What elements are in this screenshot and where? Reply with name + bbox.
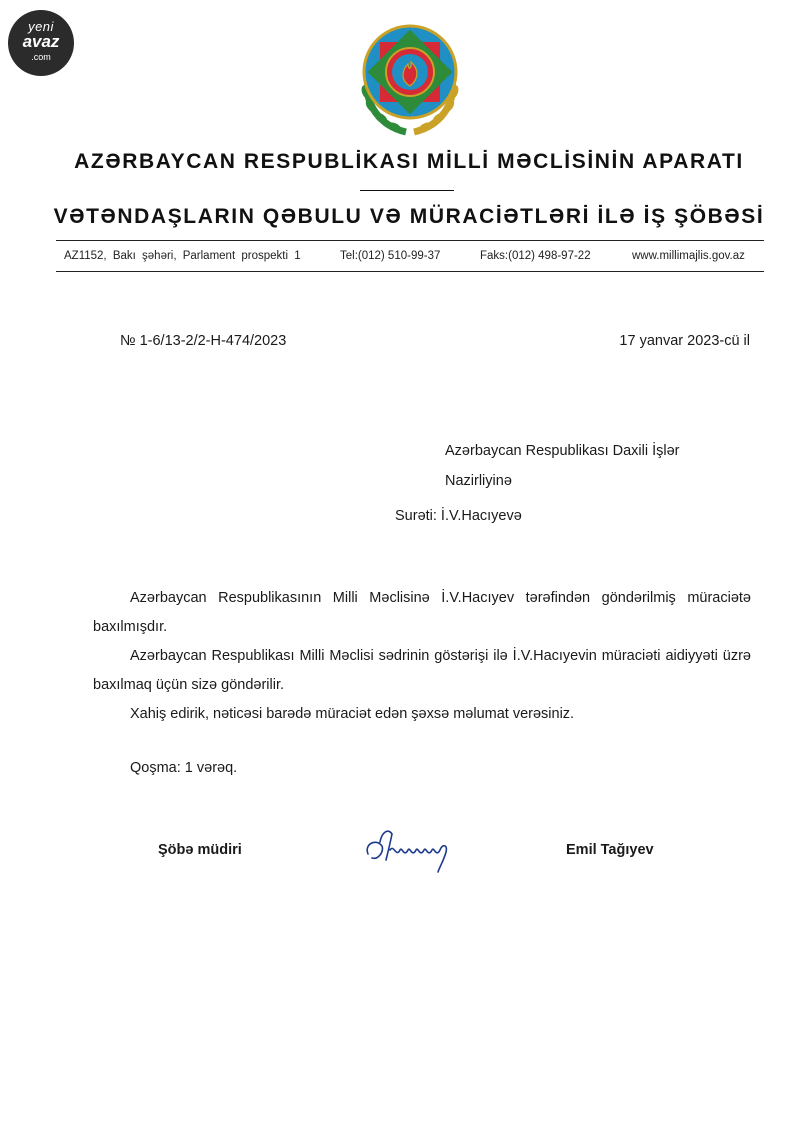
document-number: № 1-6/13-2/2-H-474/2023	[120, 333, 287, 349]
watermark-line3: .com	[31, 52, 51, 62]
addressee-block	[445, 436, 765, 496]
signatory-name: Emil Tağıyev	[566, 842, 654, 858]
contact-website: www.millimajlis.gov.az	[632, 250, 745, 262]
contact-phone: Tel:(012) 510-99-37	[340, 250, 441, 262]
organization-title: AZƏRBAYCAN RESPUBLİKASI MİLLİ MƏCLİSİNİN APARATI	[74, 150, 744, 173]
addressee-line: Azərbaycan Respublikası Daxili İşlər	[445, 443, 680, 459]
contact-rule-top	[56, 240, 764, 241]
watermark-logo	[8, 10, 74, 76]
state-emblem-icon	[354, 18, 466, 138]
title-divider	[360, 190, 454, 191]
contact-fax: Faks:(012) 498-97-22	[480, 250, 591, 262]
body-paragraph: Xahiş edirik, nəticəsi barədə müraciət edən şəxsə məlumat verəsiniz.	[130, 706, 575, 722]
document-date: 17 yanvar 2023-cü il	[619, 333, 750, 349]
body-paragraph: Azərbaycan Respublikası Milli Məclisi sədrinin göstərişi ilə İ.V.Hacıyevin müraciəti aidiyyəti üzrə baxılmaq üçün sizə göndərilir.	[93, 648, 751, 693]
body-paragraph: Azərbaycan Respublikasının Milli Məclisinə İ.V.Hacıyev tərəfindən göndərilmiş müraciətə baxılmışdır.	[93, 590, 751, 635]
attachment-note: Qoşma: 1 vərəq.	[130, 760, 238, 776]
watermark-line1: yeni	[28, 19, 54, 34]
handwritten-signature	[362, 820, 472, 880]
contact-address: AZ1152, Bakı şəhəri, Parlament prospekti 1	[64, 250, 301, 262]
signatory-title: Şöbə müdiri	[158, 842, 242, 858]
addressee-line: Nazirliyinə	[445, 473, 512, 489]
watermark-line2: avaz	[22, 32, 60, 51]
copy-recipient: Surəti: İ.V.Hacıyevə	[395, 508, 522, 524]
department-title: VƏTƏNDAŞLARIN QƏBULU VƏ MÜRACİƏTLƏRİ İLƏ İŞ ŞÖBƏSİ	[53, 205, 765, 228]
contact-rule-bottom	[56, 271, 764, 272]
